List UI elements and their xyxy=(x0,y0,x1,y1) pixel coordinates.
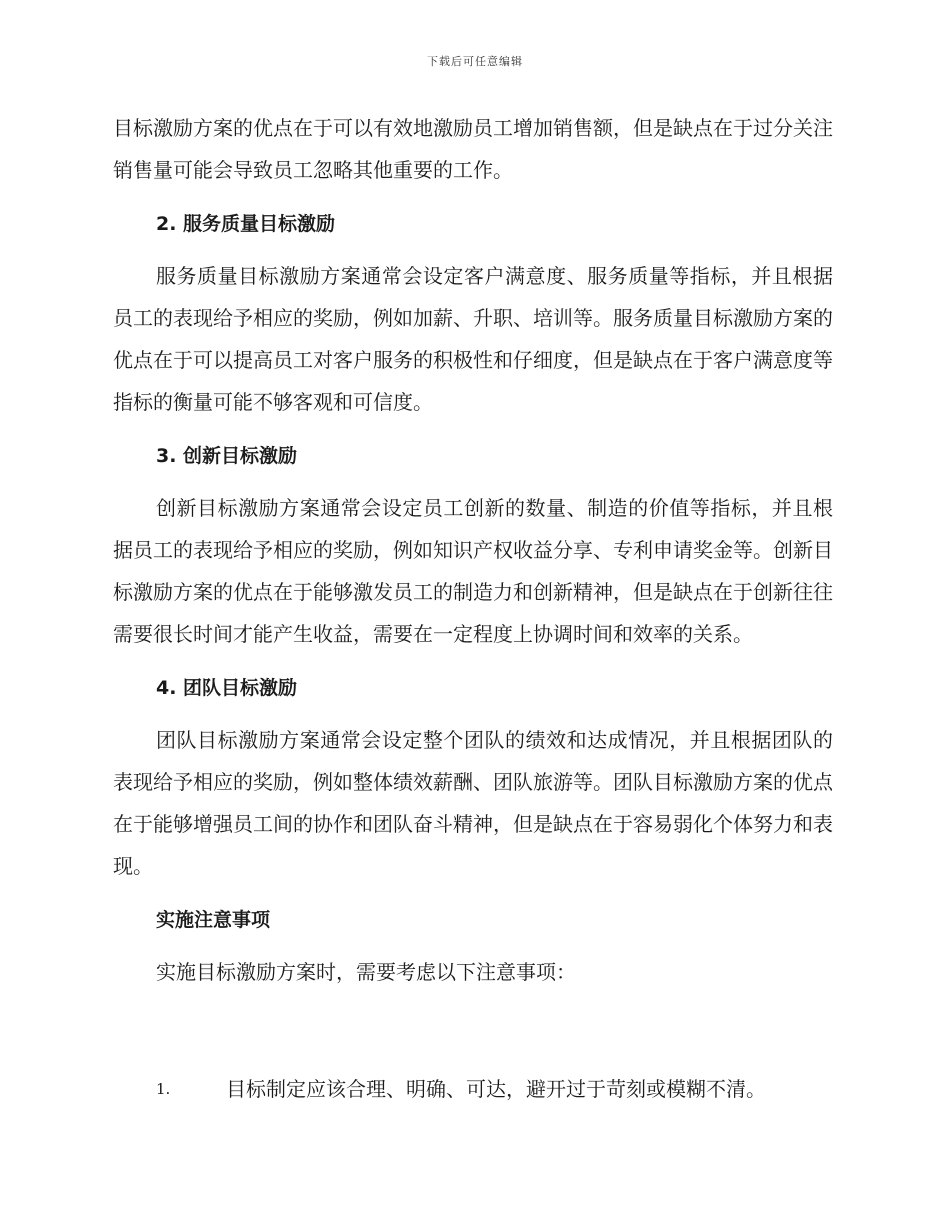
section-heading-innovation: 3. 创新目标激励 xyxy=(156,445,298,467)
document-body xyxy=(113,107,833,993)
list-item-number: 1. xyxy=(156,1080,171,1098)
section-paragraph-innovation: 创新目标激励方案通常会设定员工创新的数量、制造的价值等指标，并且根据员工的表现给予相应的奖励，例如知识产权收益分享、专利申请奖金等。创新目标激励方案的优点在于能够激发员工的制造力和创新精神，但是缺点在于创新往往需要很长时间才能产生收益，需要在一定程度上协调时间和效率的关系。 xyxy=(113,496,833,646)
section-heading-service-quality: 2. 服务质量目标激励 xyxy=(156,213,336,235)
list-item xyxy=(156,1068,766,1110)
section-heading-team: 4. 团队目标激励 xyxy=(156,677,298,699)
section-paragraph-service-quality: 服务质量目标激励方案通常会设定客户满意度、服务质量等指标，并且根据员工的表现给予相应的奖励，例如加薪、升职、培训等。服务质量目标激励方案的优点在于可以提高员工对客户服务的积极性和仔细度，但是缺点在于客户满意度等指标的衡量可能不够客观和可信度。 xyxy=(113,264,833,414)
running-header: 下载后可任意编辑 xyxy=(427,55,523,68)
list-item-text: 目标制定应该合理、明确、可达，避开过于苛刻或模糊不清。 xyxy=(226,1077,766,1101)
section-paragraph-team: 团队目标激励方案通常会设定整个团队的绩效和达成情况，并且根据团队的表现给予相应的奖励，例如整体绩效薪酬、团队旅游等。团队目标激励方案的优点在于能够增强员工间的协作和团队奋斗精神，但是缺点在于容易弱化个体努力和表现。 xyxy=(113,728,833,878)
section-heading-implementation: 实施注意事项 xyxy=(156,909,271,931)
intro-paragraph: 目标激励方案的优点在于可以有效地激励员工增加销售额，但是缺点在于过分关注销售量可能会导致员工忽略其他重要的工作。 xyxy=(113,116,833,182)
section-paragraph-implementation: 实施目标激励方案时，需要考虑以下注意事项： xyxy=(156,960,576,984)
